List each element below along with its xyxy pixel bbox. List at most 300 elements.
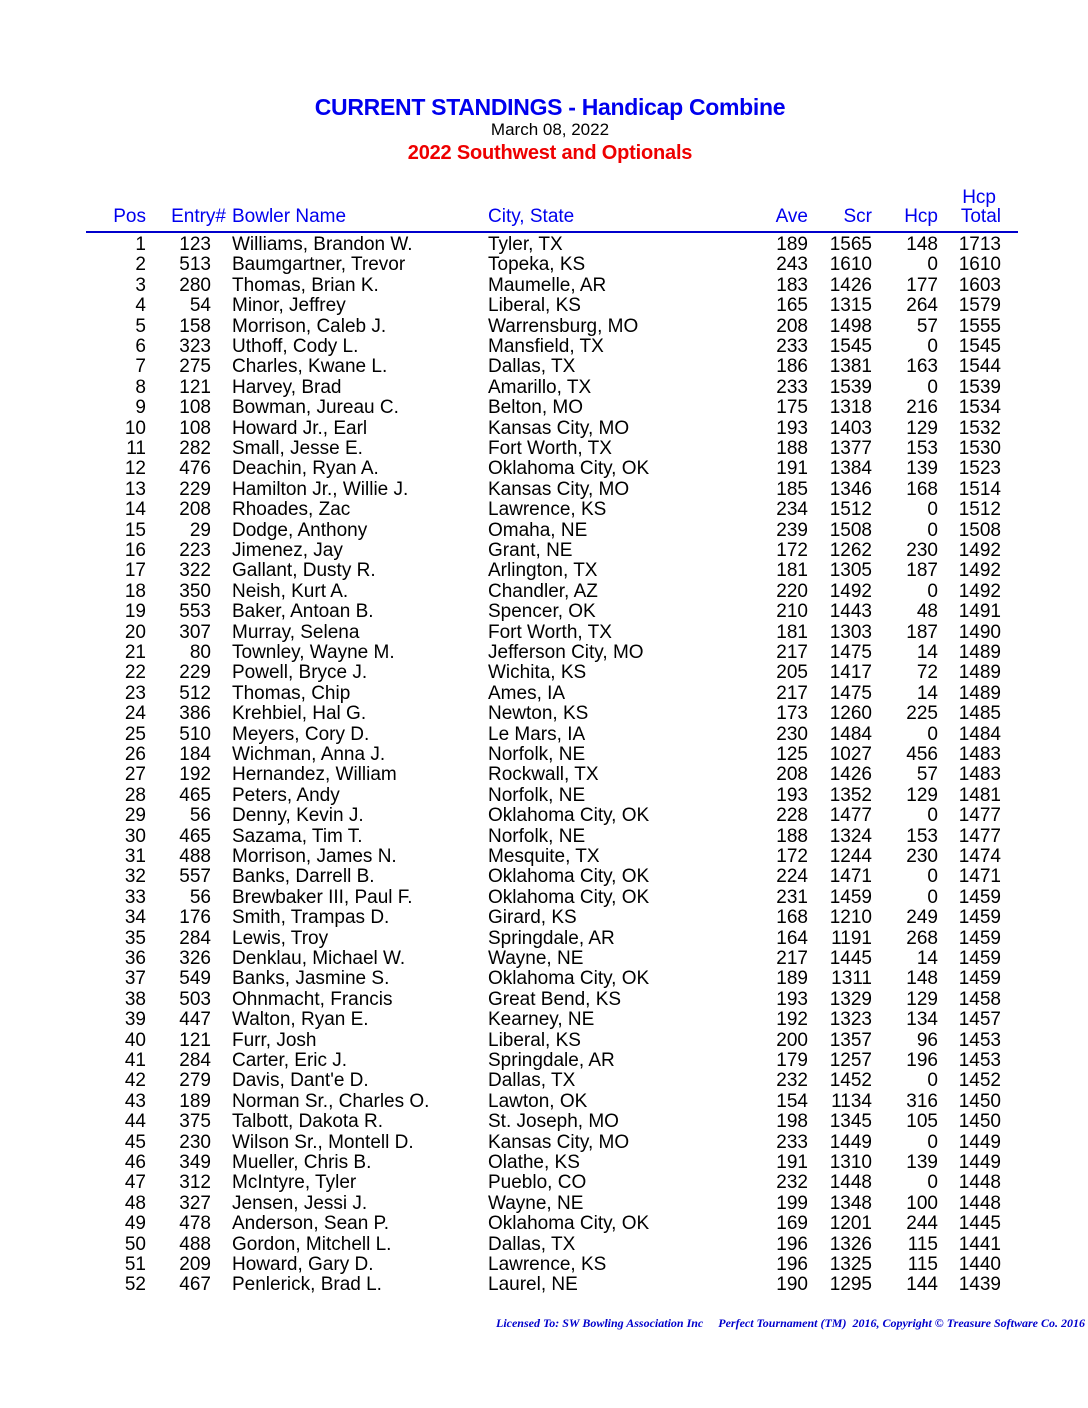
cell-hcp: 456 xyxy=(906,744,938,765)
cell-bowler-name: Brewbaker III, Paul F. xyxy=(232,886,413,908)
cell-hcp-total: 1492 xyxy=(958,560,1001,582)
cell-pos: 19 xyxy=(124,601,146,623)
cell-city-state: Ames, IA xyxy=(488,682,566,704)
cell-city-state: Warrensburg, MO xyxy=(488,315,639,337)
cell-scr: 1471 xyxy=(829,866,872,888)
cell-pos: 12 xyxy=(124,458,146,480)
cell-pos: 28 xyxy=(124,784,146,806)
cell-entry: 80 xyxy=(189,642,211,663)
cell-scr: 1244 xyxy=(829,846,872,867)
cell-city-state: Mansfield, TX xyxy=(488,336,604,357)
cell-hcp-total: 1474 xyxy=(958,846,1001,867)
cell-hcp-total: 1492 xyxy=(958,540,1001,561)
cell-scr: 1610 xyxy=(829,254,872,276)
cell-pos: 44 xyxy=(124,1111,146,1133)
col-entry: Entry# xyxy=(171,206,226,227)
cell-ave: 232 xyxy=(776,1172,808,1194)
cell-pos: 27 xyxy=(124,764,146,786)
cell-city-state: Oklahoma City, OK xyxy=(488,458,650,480)
cell-hcp: 0 xyxy=(927,723,938,745)
cell-pos: 6 xyxy=(135,336,146,357)
cell-bowler-name: Townley, Wayne M. xyxy=(232,642,395,663)
cell-pos: 13 xyxy=(124,478,146,500)
cell-bowler-name: Hernandez, William xyxy=(232,764,397,786)
cell-hcp: 144 xyxy=(906,1274,938,1296)
cell-entry: 465 xyxy=(179,784,211,806)
table-row xyxy=(0,275,1088,295)
cell-hcp: 14 xyxy=(916,642,938,663)
cell-bowler-name: Charles, Kwane L. xyxy=(232,356,388,378)
cell-bowler-name: Gordon, Mitchell L. xyxy=(232,1233,392,1255)
cell-hcp-total: 1452 xyxy=(958,1070,1001,1092)
cell-city-state: Oklahoma City, OK xyxy=(488,805,650,827)
cell-entry: 280 xyxy=(179,274,211,296)
cell-ave: 234 xyxy=(776,499,808,521)
col-scr: Scr xyxy=(843,206,872,227)
cell-hcp-total: 1485 xyxy=(958,703,1001,725)
cell-hcp: 0 xyxy=(927,805,938,827)
cell-entry: 478 xyxy=(179,1213,211,1235)
cell-hcp-total: 1450 xyxy=(958,1090,1001,1112)
cell-entry: 513 xyxy=(179,254,211,276)
cell-hcp-total: 1440 xyxy=(958,1254,1001,1275)
cell-bowler-name: Dodge, Anthony xyxy=(232,519,368,541)
table-row xyxy=(0,356,1088,376)
cell-ave: 196 xyxy=(776,1254,808,1275)
cell-hcp-total: 1490 xyxy=(958,621,1001,643)
cell-city-state: Chandler, AZ xyxy=(488,580,598,602)
cell-city-state: Tyler, TX xyxy=(488,234,563,255)
cell-pos: 8 xyxy=(135,376,146,398)
cell-ave: 188 xyxy=(776,438,808,459)
table-row xyxy=(0,1070,1088,1090)
cell-hcp-total: 1471 xyxy=(958,866,1001,888)
cell-entry: 108 xyxy=(179,417,211,439)
cell-bowler-name: Thomas, Brian K. xyxy=(232,274,379,296)
table-row xyxy=(0,1274,1088,1294)
cell-ave: 175 xyxy=(776,397,808,419)
cell-bowler-name: Walton, Ryan E. xyxy=(232,1009,369,1031)
cell-hcp: 129 xyxy=(906,988,938,1010)
table-row xyxy=(0,601,1088,621)
cell-ave: 239 xyxy=(776,519,808,541)
cell-city-state: Liberal, KS xyxy=(488,295,581,317)
cell-hcp-total: 1523 xyxy=(958,458,1001,480)
cell-hcp-total: 1530 xyxy=(958,438,1001,459)
cell-city-state: Maumelle, AR xyxy=(488,274,607,296)
cell-pos: 29 xyxy=(124,805,146,827)
cell-scr: 1134 xyxy=(831,1090,872,1112)
table-row xyxy=(0,887,1088,907)
table-row xyxy=(0,458,1088,478)
cell-city-state: Lawrence, KS xyxy=(488,1254,607,1275)
cell-hcp: 0 xyxy=(927,254,938,276)
cell-city-state: Olathe, KS xyxy=(488,1152,580,1173)
table-row xyxy=(0,724,1088,744)
cell-hcp: 105 xyxy=(906,1111,938,1133)
cell-entry: 279 xyxy=(179,1070,211,1092)
table-row xyxy=(0,989,1088,1009)
cell-hcp-total: 1439 xyxy=(958,1274,1001,1296)
cell-hcp-total: 1492 xyxy=(958,580,1001,602)
cell-entry: 350 xyxy=(179,580,211,602)
cell-city-state: Laurel, NE xyxy=(488,1274,578,1296)
cell-pos: 40 xyxy=(124,1029,146,1051)
table-row xyxy=(0,1213,1088,1233)
cell-hcp-total: 1453 xyxy=(958,1029,1001,1051)
cell-hcp: 316 xyxy=(906,1090,938,1112)
cell-ave: 224 xyxy=(776,866,808,888)
cell-city-state: Oklahoma City, OK xyxy=(488,968,650,990)
cell-ave: 217 xyxy=(776,642,808,663)
cell-bowler-name: Baker, Antoan B. xyxy=(232,601,374,623)
cell-ave: 208 xyxy=(776,315,808,337)
cell-pos: 46 xyxy=(124,1152,146,1173)
cell-ave: 196 xyxy=(776,1233,808,1255)
cell-bowler-name: Wichman, Anna J. xyxy=(232,744,386,765)
cell-entry: 229 xyxy=(179,478,211,500)
cell-hcp-total: 1483 xyxy=(958,764,1001,786)
cell-ave: 172 xyxy=(776,540,808,561)
cell-city-state: Norfolk, NE xyxy=(488,744,586,765)
cell-scr: 1326 xyxy=(829,1233,872,1255)
cell-entry: 553 xyxy=(179,601,211,623)
table-row xyxy=(0,560,1088,580)
cell-hcp: 187 xyxy=(906,560,938,582)
cell-city-state: Springdale, AR xyxy=(488,927,615,949)
cell-ave: 188 xyxy=(776,825,808,847)
col-pos: Pos xyxy=(113,206,146,227)
table-row xyxy=(0,1050,1088,1070)
cell-hcp: 115 xyxy=(907,1254,938,1275)
cell-scr: 1210 xyxy=(829,907,872,929)
table-row xyxy=(0,1111,1088,1131)
cell-city-state: Mesquite, TX xyxy=(488,846,600,867)
cell-hcp-total: 1514 xyxy=(958,478,1001,500)
cell-city-state: Norfolk, NE xyxy=(488,784,586,806)
table-row xyxy=(0,1254,1088,1274)
cell-city-state: Topeka, KS xyxy=(488,254,586,276)
cell-pos: 3 xyxy=(135,274,146,296)
cell-entry: 312 xyxy=(179,1172,211,1194)
cell-hcp: 196 xyxy=(906,1050,938,1071)
cell-ave: 154 xyxy=(776,1090,808,1112)
cell-hcp-total: 1508 xyxy=(958,519,1001,541)
cell-pos: 22 xyxy=(124,662,146,684)
cell-scr: 1191 xyxy=(831,927,872,949)
cell-hcp-total: 1459 xyxy=(958,886,1001,908)
cell-city-state: Great Bend, KS xyxy=(488,988,622,1010)
cell-hcp: 0 xyxy=(927,336,938,357)
cell-bowler-name: Jimenez, Jay xyxy=(232,540,343,561)
cell-ave: 179 xyxy=(776,1050,808,1071)
cell-hcp: 14 xyxy=(916,682,938,704)
cell-ave: 233 xyxy=(776,376,808,398)
cell-pos: 39 xyxy=(124,1009,146,1031)
cell-ave: 192 xyxy=(776,1009,808,1031)
cell-scr: 1443 xyxy=(829,601,872,623)
table-row xyxy=(0,785,1088,805)
cell-hcp-total: 1448 xyxy=(958,1172,1001,1194)
table-row xyxy=(0,866,1088,886)
cell-scr: 1426 xyxy=(829,274,872,296)
cell-entry: 121 xyxy=(179,1029,211,1051)
cell-hcp: 0 xyxy=(927,1070,938,1092)
table-row xyxy=(0,1193,1088,1213)
cell-scr: 1512 xyxy=(829,499,872,521)
cell-hcp-total: 1534 xyxy=(958,397,1001,419)
cell-entry: 56 xyxy=(189,805,211,827)
cell-hcp: 100 xyxy=(906,1192,938,1214)
cell-ave: 205 xyxy=(776,662,808,684)
cell-hcp-total: 1459 xyxy=(958,907,1001,929)
cell-hcp-total: 1489 xyxy=(958,642,1001,663)
cell-ave: 181 xyxy=(776,621,808,643)
cell-bowler-name: Minor, Jeffrey xyxy=(232,295,346,317)
cell-city-state: Dallas, TX xyxy=(488,1070,576,1092)
table-row xyxy=(0,316,1088,336)
cell-pos: 49 xyxy=(124,1213,146,1235)
cell-bowler-name: Meyers, Cory D. xyxy=(232,723,370,745)
cell-hcp: 0 xyxy=(927,1131,938,1153)
report-date: March 08, 2022 xyxy=(490,120,610,139)
table-row xyxy=(0,1091,1088,1111)
cell-ave: 217 xyxy=(776,682,808,704)
cell-hcp: 230 xyxy=(906,846,938,867)
cell-pos: 15 xyxy=(124,519,146,541)
cell-scr: 1452 xyxy=(829,1070,872,1092)
cell-city-state: Oklahoma City, OK xyxy=(488,886,650,908)
cell-pos: 42 xyxy=(124,1070,146,1092)
cell-scr: 1325 xyxy=(829,1254,872,1275)
cell-city-state: Wayne, NE xyxy=(488,948,584,969)
table-row xyxy=(0,336,1088,356)
cell-pos: 21 xyxy=(124,642,146,663)
cell-pos: 11 xyxy=(126,438,146,459)
cell-hcp-total: 1481 xyxy=(958,784,1001,806)
cell-ave: 198 xyxy=(776,1111,808,1133)
cell-hcp-total: 1544 xyxy=(958,356,1001,378)
cell-bowler-name: Morrison, Caleb J. xyxy=(232,315,387,337)
cell-scr: 1357 xyxy=(829,1029,872,1051)
cell-entry: 223 xyxy=(179,540,211,561)
header-divider xyxy=(86,231,1018,233)
cell-pos: 9 xyxy=(135,397,146,419)
cell-scr: 1345 xyxy=(829,1111,872,1133)
table-row xyxy=(0,968,1088,988)
cell-bowler-name: Norman Sr., Charles O. xyxy=(232,1090,430,1112)
tournament-name: 2022 Southwest and Optionals xyxy=(407,142,693,164)
cell-entry: 284 xyxy=(179,1050,211,1071)
cell-city-state: Liberal, KS xyxy=(488,1029,581,1051)
cell-scr: 1426 xyxy=(829,764,872,786)
cell-entry: 465 xyxy=(179,825,211,847)
table-row xyxy=(0,928,1088,948)
cell-ave: 168 xyxy=(776,907,808,929)
cell-hcp-total: 1489 xyxy=(958,682,1001,704)
cell-hcp: 96 xyxy=(916,1029,938,1051)
cell-hcp: 249 xyxy=(906,907,938,929)
cell-city-state: Oklahoma City, OK xyxy=(488,1213,650,1235)
cell-pos: 2 xyxy=(135,254,146,276)
cell-ave: 193 xyxy=(776,784,808,806)
cell-bowler-name: Davis, Dant'e D. xyxy=(232,1070,369,1092)
cell-entry: 375 xyxy=(179,1111,211,1133)
cell-scr: 1318 xyxy=(829,397,872,419)
cell-scr: 1445 xyxy=(829,948,872,969)
cell-hcp: 57 xyxy=(916,315,938,337)
cell-hcp: 48 xyxy=(916,601,938,623)
cell-city-state: Kansas City, MO xyxy=(488,1131,630,1153)
cell-pos: 33 xyxy=(124,886,146,908)
cell-scr: 1257 xyxy=(829,1050,872,1071)
cell-hcp: 0 xyxy=(927,866,938,888)
cell-hcp-total: 1449 xyxy=(958,1152,1001,1173)
cell-pos: 18 xyxy=(124,580,146,602)
col-hcp-total-top: Hcp xyxy=(962,187,996,208)
cell-hcp: 129 xyxy=(906,417,938,439)
cell-ave: 191 xyxy=(776,458,808,480)
cell-hcp-total: 1449 xyxy=(958,1131,1001,1153)
cell-pos: 26 xyxy=(124,744,146,765)
cell-scr: 1403 xyxy=(829,417,872,439)
cell-entry: 54 xyxy=(189,295,211,317)
cell-pos: 24 xyxy=(124,703,146,725)
cell-city-state: Girard, KS xyxy=(488,907,577,929)
cell-entry: 184 xyxy=(179,744,211,765)
cell-bowler-name: Talbott, Dakota R. xyxy=(232,1111,384,1133)
cell-ave: 185 xyxy=(776,478,808,500)
cell-city-state: Lawrence, KS xyxy=(488,499,607,521)
table-row xyxy=(0,1030,1088,1050)
cell-city-state: Dallas, TX xyxy=(488,1233,576,1255)
cell-ave: 199 xyxy=(776,1192,808,1214)
cell-bowler-name: Penlerick, Brad L. xyxy=(232,1274,382,1296)
cell-hcp: 264 xyxy=(906,295,938,317)
cell-city-state: Grant, NE xyxy=(488,540,573,561)
cell-pos: 51 xyxy=(124,1254,146,1275)
cell-scr: 1027 xyxy=(829,744,872,765)
license-footer: Licensed To: SW Bowling Association Inc Perfect Tournament (TM) 2016, Copyright © Treasure Software Co. 2016 xyxy=(495,1316,1085,1330)
table-row xyxy=(0,907,1088,927)
cell-ave: 233 xyxy=(776,1131,808,1153)
cell-hcp-total: 1477 xyxy=(958,805,1001,827)
cell-pos: 17 xyxy=(124,560,146,582)
cell-hcp-total: 1457 xyxy=(958,1009,1001,1031)
cell-scr: 1545 xyxy=(829,336,872,357)
cell-hcp: 187 xyxy=(906,621,938,643)
cell-entry: 549 xyxy=(179,968,211,990)
cell-entry: 29 xyxy=(189,519,211,541)
cell-scr: 1475 xyxy=(829,642,872,663)
cell-scr: 1377 xyxy=(829,438,872,459)
cell-pos: 43 xyxy=(124,1090,146,1112)
cell-bowler-name: Williams, Brandon W. xyxy=(232,234,413,255)
cell-ave: 172 xyxy=(776,846,808,867)
col-bowler-name: Bowler Name xyxy=(232,206,347,227)
cell-hcp-total: 1555 xyxy=(958,315,1001,337)
cell-pos: 36 xyxy=(124,948,146,969)
cell-city-state: Kearney, NE xyxy=(488,1009,595,1031)
table-row xyxy=(0,234,1088,254)
cell-hcp: 115 xyxy=(907,1233,938,1255)
cell-scr: 1324 xyxy=(829,825,872,847)
cell-city-state: Lawton, OK xyxy=(488,1090,588,1112)
cell-hcp: 139 xyxy=(906,458,938,480)
cell-scr: 1329 xyxy=(829,988,872,1010)
cell-ave: 228 xyxy=(776,805,808,827)
cell-bowler-name: Denklau, Michael W. xyxy=(232,948,406,969)
cell-scr: 1539 xyxy=(829,376,872,398)
table-row xyxy=(0,581,1088,601)
table-row xyxy=(0,1009,1088,1029)
cell-bowler-name: Uthoff, Cody L. xyxy=(232,336,359,357)
cell-ave: 233 xyxy=(776,336,808,357)
cell-city-state: St. Joseph, MO xyxy=(488,1111,619,1133)
cell-hcp-total: 1532 xyxy=(958,417,1001,439)
cell-hcp: 230 xyxy=(906,540,938,561)
cell-bowler-name: Howard Jr., Earl xyxy=(232,417,368,439)
cell-entry: 275 xyxy=(179,356,211,378)
cell-bowler-name: Jensen, Jessi J. xyxy=(232,1192,368,1214)
cell-pos: 47 xyxy=(124,1172,146,1194)
cell-pos: 7 xyxy=(135,356,146,378)
cell-hcp: 0 xyxy=(927,519,938,541)
cell-pos: 41 xyxy=(124,1050,146,1071)
cell-entry: 108 xyxy=(179,397,211,419)
cell-hcp: 168 xyxy=(906,478,938,500)
cell-scr: 1475 xyxy=(829,682,872,704)
cell-bowler-name: Harvey, Brad xyxy=(232,376,342,398)
cell-bowler-name: Morrison, James N. xyxy=(232,846,397,867)
cell-bowler-name: Mueller, Chris B. xyxy=(232,1152,372,1173)
cell-pos: 32 xyxy=(124,866,146,888)
table-row xyxy=(0,295,1088,315)
cell-city-state: Belton, MO xyxy=(488,397,584,419)
cell-entry: 349 xyxy=(179,1152,211,1173)
cell-hcp: 225 xyxy=(906,703,938,725)
cell-scr: 1346 xyxy=(829,478,872,500)
cell-scr: 1484 xyxy=(829,723,872,745)
cell-pos: 31 xyxy=(124,846,146,867)
cell-hcp: 244 xyxy=(906,1213,938,1235)
cell-entry: 467 xyxy=(179,1274,211,1296)
cell-pos: 38 xyxy=(124,988,146,1010)
cell-city-state: Wichita, KS xyxy=(488,662,587,684)
cell-entry: 512 xyxy=(179,682,211,704)
cell-hcp: 163 xyxy=(906,356,938,378)
cell-ave: 189 xyxy=(776,234,808,255)
table-row xyxy=(0,254,1088,274)
cell-hcp-total: 1458 xyxy=(958,988,1001,1010)
cell-scr: 1303 xyxy=(829,621,872,643)
cell-hcp-total: 1459 xyxy=(958,927,1001,949)
cell-ave: 193 xyxy=(776,417,808,439)
cell-bowler-name: Ohnmacht, Francis xyxy=(232,988,393,1010)
cell-hcp-total: 1459 xyxy=(958,968,1001,990)
cell-entry: 323 xyxy=(179,336,211,357)
cell-hcp-total: 1484 xyxy=(958,723,1001,745)
cell-hcp-total: 1483 xyxy=(958,744,1001,765)
cell-bowler-name: Krehbiel, Hal G. xyxy=(232,703,367,725)
cell-entry: 488 xyxy=(179,846,211,867)
cell-scr: 1262 xyxy=(829,540,872,561)
cell-entry: 123 xyxy=(179,234,211,255)
cell-ave: 230 xyxy=(776,723,808,745)
col-hcp-total-bottom: Total xyxy=(960,206,1001,227)
cell-entry: 476 xyxy=(179,458,211,480)
cell-ave: 169 xyxy=(776,1213,808,1235)
